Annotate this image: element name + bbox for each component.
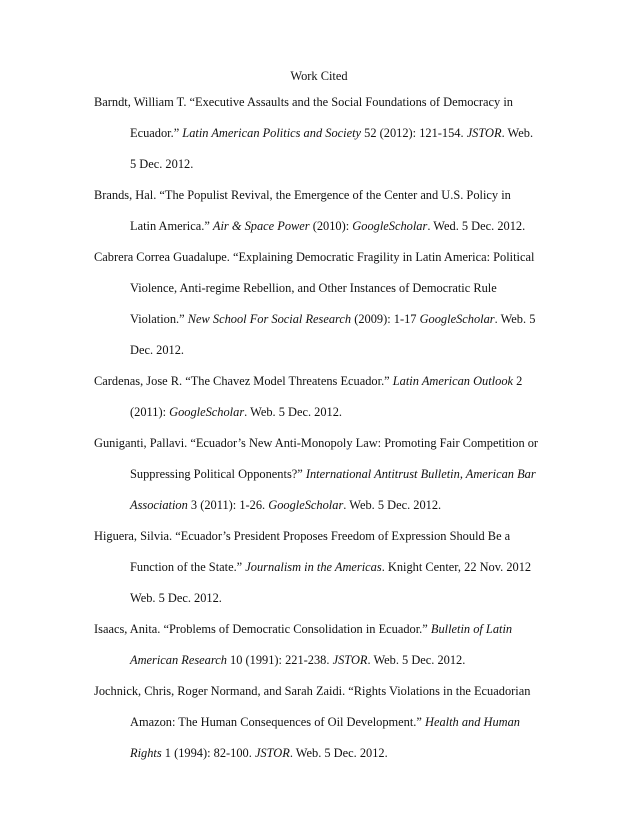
citation-italic-text: Health and Human	[425, 715, 521, 729]
citation-text: Brands, Hal. “The Populist Revival, the Emergence of the Center and U.S. Policy in	[94, 188, 511, 202]
citation-text: Barndt, William T. “Executive Assaults and the Social Foundations of Democracy in	[94, 95, 513, 109]
citation-text: (2009): 1-17	[351, 312, 420, 326]
citation-text: . Web. 5 Dec. 2012.	[244, 405, 343, 419]
citation-text: Cardenas, Jose R. “The Chavez Model Threatens Ecuador.”	[94, 374, 393, 388]
citation-line	[94, 652, 554, 683]
citation-italic-text: New School For Social Research	[187, 312, 352, 326]
citation-line	[94, 311, 554, 342]
citation-list	[94, 94, 554, 776]
citation-text: . Knight Center, 22 Nov. 2012	[381, 560, 532, 574]
citation-line	[94, 373, 554, 404]
citation-italic-text: Rights	[130, 746, 162, 760]
citation-italic-text: JSTOR	[254, 746, 290, 760]
citation-text: 3 (2011): 1-26.	[187, 498, 269, 512]
citation-line	[94, 497, 554, 528]
citation-line	[94, 218, 554, 249]
citation-entry	[94, 187, 554, 249]
citation-text: Latin America.”	[130, 219, 213, 233]
citation-entry	[94, 94, 554, 187]
citation-italic-text: GoogleScholar	[419, 312, 495, 326]
citation-entry	[94, 435, 554, 528]
citation-text: Jochnick, Chris, Roger Normand, and Sarah Zaidi. “Rights Violations in the Ecuadorian	[94, 684, 531, 698]
citation-text: Isaacs, Anita. “Problems of Democratic Consolidation in Ecuador.”	[94, 622, 431, 636]
citation-line	[94, 745, 554, 776]
citation-text: Dec. 2012.	[130, 343, 185, 357]
page-title: Work Cited	[290, 69, 348, 83]
citation-line	[94, 559, 554, 590]
citation-text: Web. 5 Dec. 2012.	[130, 591, 222, 605]
citation-text: 2	[513, 374, 523, 388]
citation-italic-text: International Antitrust Bulletin, American Bar	[305, 467, 536, 481]
citation-text: . Web. 5	[494, 312, 536, 326]
citation-italic-text: Journalism in the Americas	[245, 560, 382, 574]
citation-line	[94, 683, 554, 714]
citation-italic-text: Air & Space Power	[212, 219, 310, 233]
citation-text: Suppressing Political Opponents?”	[130, 467, 306, 481]
citation-text: Higuera, Silvia. “Ecuador’s President Proposes Freedom of Expression Should Be a	[94, 529, 511, 543]
citation-entry	[94, 249, 554, 373]
citation-text: 52 (2012): 121-154.	[361, 126, 467, 140]
citation-entry	[94, 683, 554, 776]
citation-italic-text: Latin American Politics and Society	[182, 126, 362, 140]
citation-line	[94, 590, 554, 621]
citation-text: . Web. 5 Dec. 2012.	[343, 498, 442, 512]
citation-entry	[94, 528, 554, 621]
citation-text: . Wed. 5 Dec. 2012.	[427, 219, 526, 233]
citation-text: 1 (1994): 82-100.	[161, 746, 255, 760]
citation-italic-text: GoogleScholar	[169, 405, 245, 419]
citation-italic-text: JSTOR	[466, 126, 502, 140]
citation-text: Cabrera Correa Guadalupe. “Explaining Democratic Fragility in Latin America: Political	[94, 250, 535, 264]
citation-text: . Web. 5 Dec. 2012.	[367, 653, 466, 667]
citation-text: Violence, Anti-regime Rebellion, and Other Instances of Democratic Rule	[130, 281, 497, 295]
citation-text: 10 (1991): 221-238.	[226, 653, 333, 667]
citation-line	[94, 280, 554, 311]
citation-line	[94, 249, 554, 280]
citation-line	[94, 156, 554, 187]
citation-italic-text: JSTOR	[332, 653, 368, 667]
citation-text: Violation.”	[130, 312, 188, 326]
citation-text: Amazon: The Human Consequences of Oil Development.”	[130, 715, 426, 729]
citation-text: . Web. 5 Dec. 2012.	[289, 746, 388, 760]
citation-line	[94, 714, 554, 745]
citation-italic-text: GoogleScholar	[268, 498, 344, 512]
citation-italic-text: Bulletin of Latin	[430, 622, 513, 636]
citation-line	[94, 435, 554, 466]
citation-line	[94, 621, 554, 652]
citation-line	[94, 94, 554, 125]
citation-line	[94, 466, 554, 497]
citation-text: Guniganti, Pallavi. “Ecuador’s New Anti-Monopoly Law: Promoting Fair Competition or	[94, 436, 539, 450]
citation-text: (2011):	[130, 405, 170, 419]
citation-text: Ecuador.”	[130, 126, 183, 140]
citation-italic-text: Latin American Outlook	[392, 374, 514, 388]
citation-line	[94, 528, 554, 559]
citation-text: 5 Dec. 2012.	[130, 157, 194, 171]
citation-italic-text: GoogleScholar	[352, 219, 428, 233]
citation-line	[94, 187, 554, 218]
citation-italic-text: Association	[130, 498, 188, 512]
citation-entry	[94, 621, 554, 683]
citation-line	[94, 125, 554, 156]
citation-text: . Web.	[501, 126, 534, 140]
citation-text: Function of the State.”	[130, 560, 246, 574]
citation-line	[94, 404, 554, 435]
citation-italic-text: American Research	[130, 653, 227, 667]
citation-line	[94, 342, 554, 373]
citation-text: (2010):	[309, 219, 353, 233]
citation-entry	[94, 373, 554, 435]
